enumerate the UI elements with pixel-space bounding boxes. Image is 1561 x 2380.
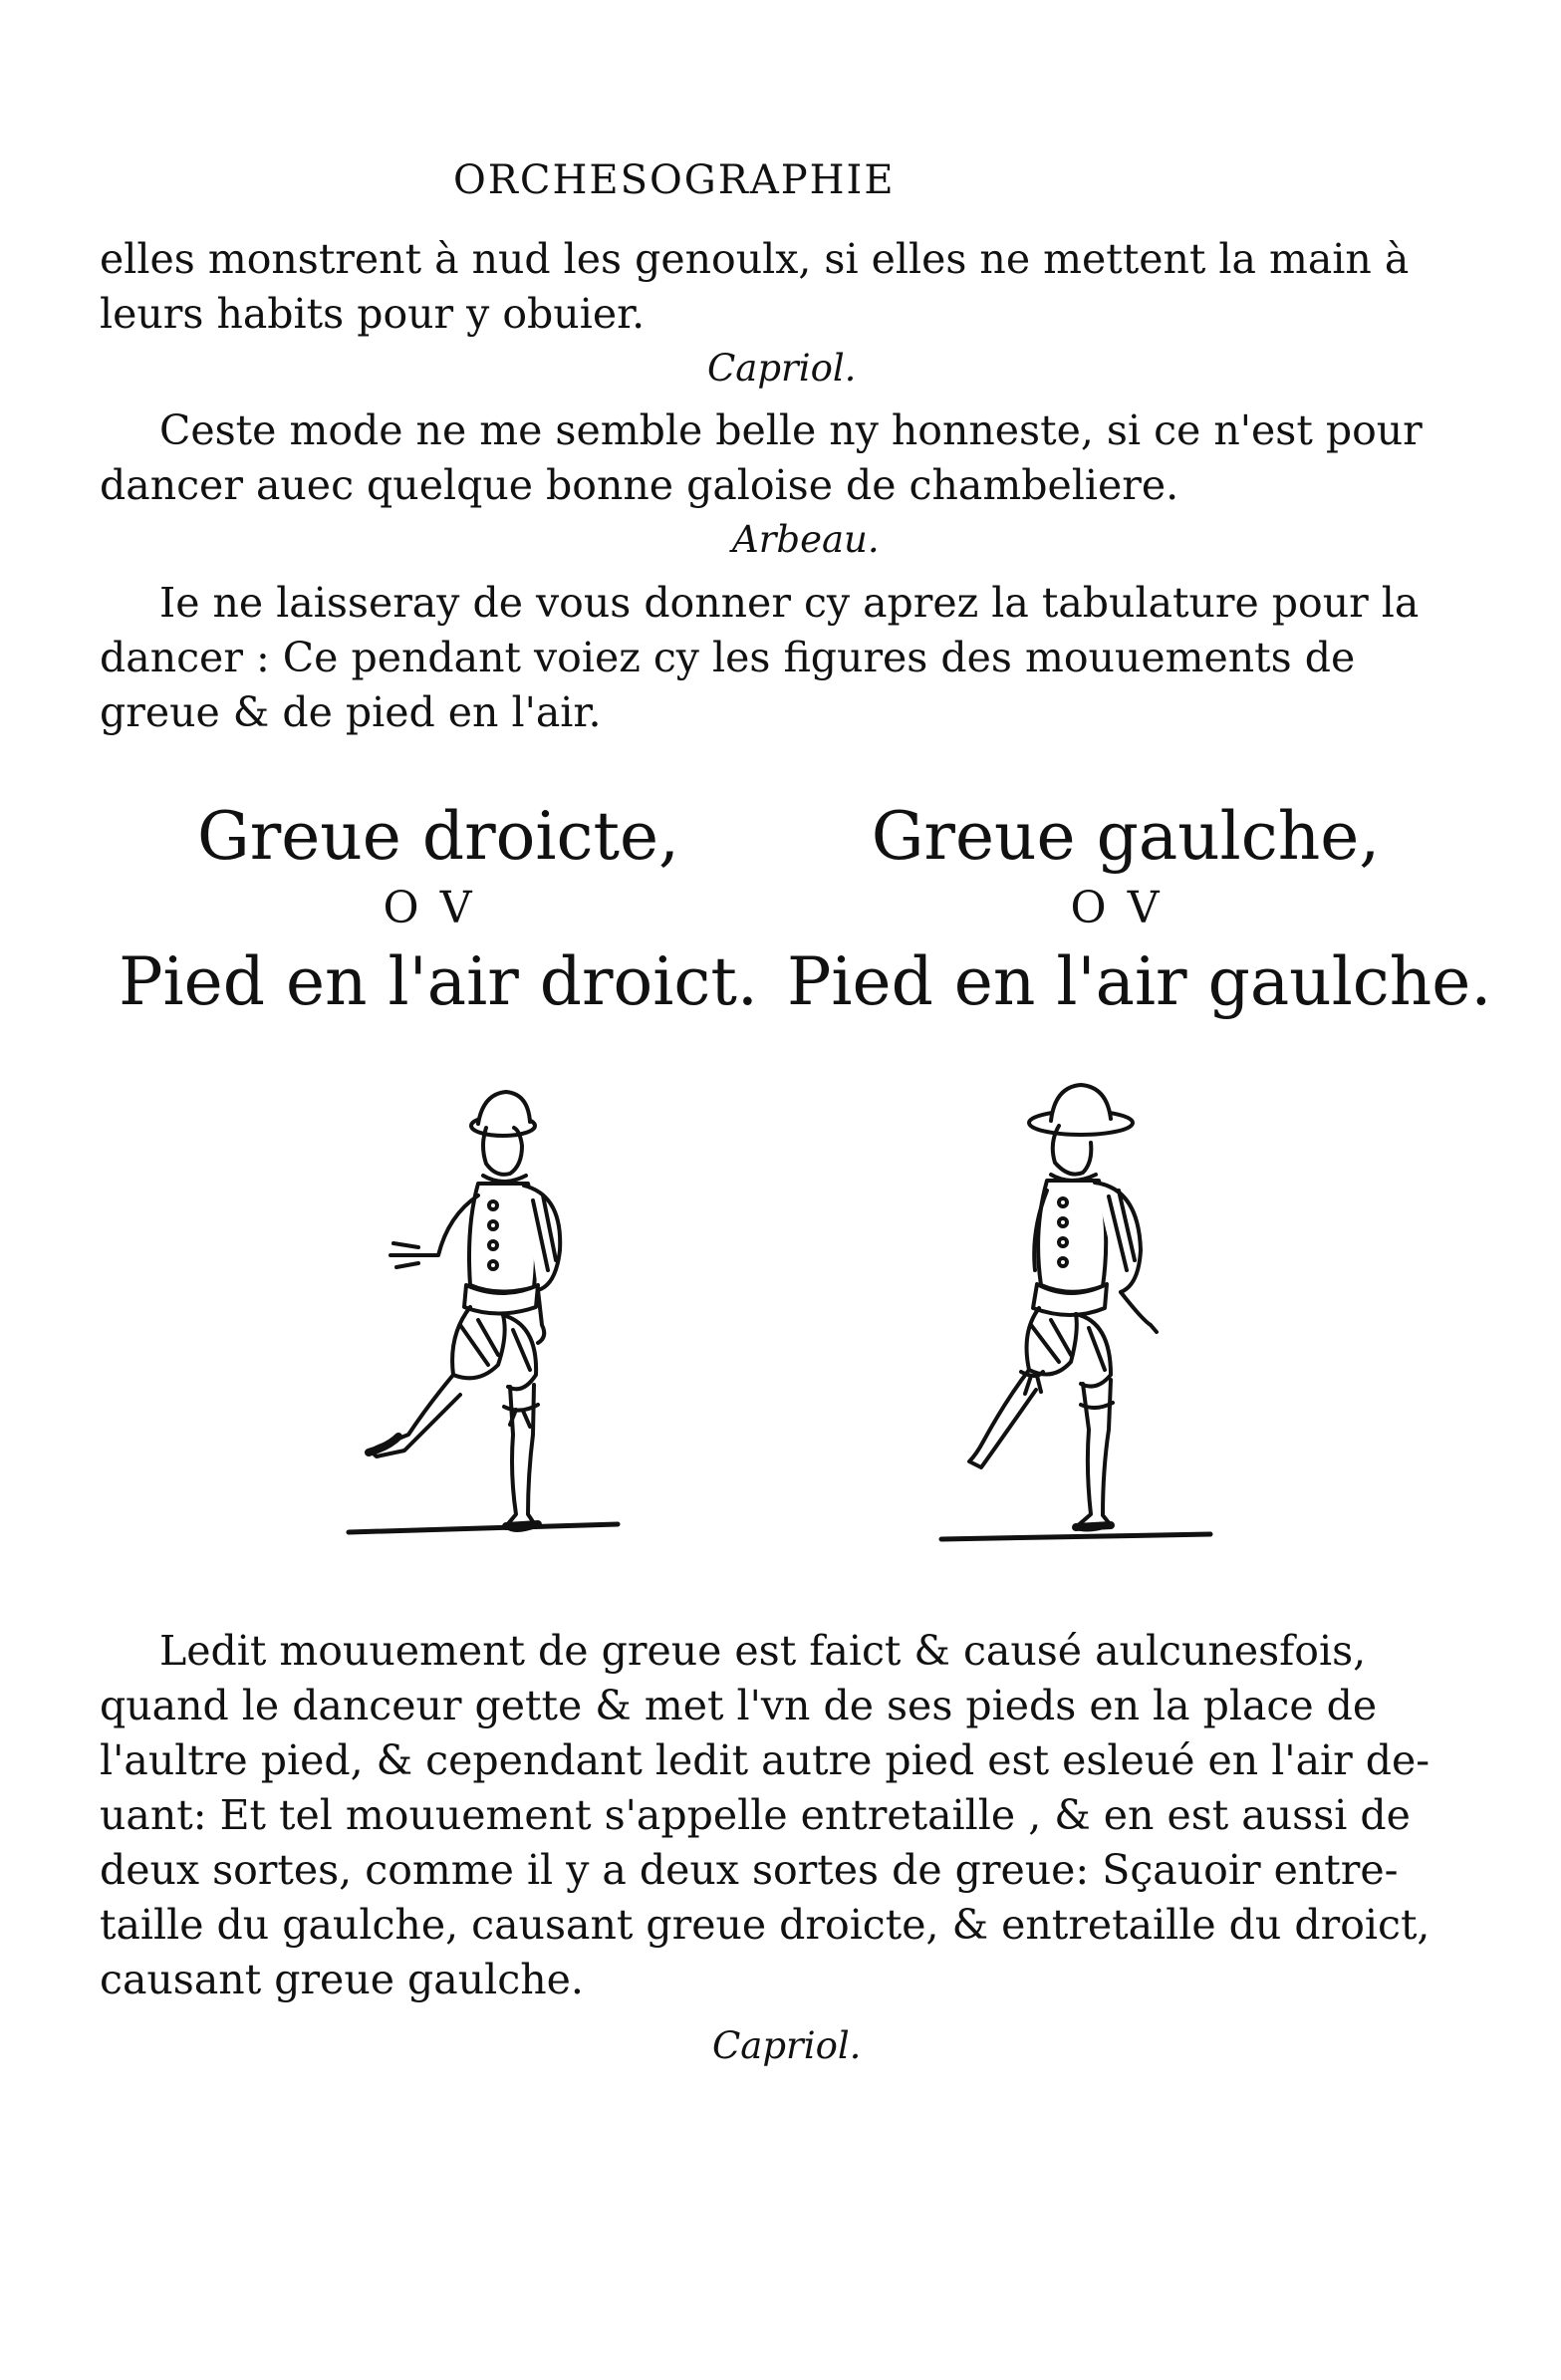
- caption-subtitle: Pied en l'air droict.: [119, 943, 758, 1020]
- speaker-capriol: Capriol.: [712, 2024, 862, 2067]
- paragraph-2: [100, 403, 1454, 513]
- running-head: ORCHESOGRAPHIE: [453, 157, 896, 203]
- text-line: leurs habits pour y obuier.: [100, 290, 646, 338]
- text-line: deux sortes, comme il y a deux sortes de greue: Sçauoir entre-: [100, 1846, 1399, 1894]
- caption-right: [787, 797, 1492, 1024]
- paragraph-4: [100, 1624, 1454, 2007]
- text-line: causant greue gaulche.: [100, 1956, 584, 2003]
- paragraph-3: [100, 576, 1454, 740]
- dancer-right-leg-raised-figure: [339, 1076, 638, 1554]
- speaker-capriol: Capriol.: [707, 347, 857, 390]
- speaker-arbeau: Arbeau.: [732, 518, 880, 561]
- text-line: dancer : Ce pendant voiez cy les figures des mouuements de: [100, 634, 1356, 681]
- text-line: Ie ne laisseray de vous donner cy aprez la tabulature pour la: [159, 579, 1420, 627]
- caption-title: Greue gaulche,: [871, 798, 1381, 875]
- caption-subtitle: Pied en l'air gaulche.: [787, 943, 1492, 1020]
- text-line: taille du gaulche, causant greue droicte, & entretaille du droict,: [100, 1901, 1431, 1949]
- paragraph-1: [100, 232, 1454, 342]
- text-line: l'aultre pied, & cependant ledit autre pied est esleué en l'air de-: [100, 1736, 1431, 1784]
- text-line: quand le danceur gette & met l'vn de ses pieds en la place de: [100, 1682, 1378, 1729]
- caption-or: OV: [383, 883, 494, 933]
- text-line: Ledit mouuement de greue est faict & causé aulcunesfois,: [159, 1627, 1367, 1675]
- text-line: uant: Et tel mouuement s'appelle entretaille , & en est aussi de: [100, 1791, 1411, 1839]
- text-line: Ceste mode ne me semble belle ny honneste, si ce n'est pour: [159, 406, 1423, 454]
- dancer-left-leg-raised-figure: [921, 1071, 1230, 1549]
- caption-left: [100, 797, 777, 1024]
- text-line: greue & de pied en l'air.: [100, 688, 602, 736]
- text-line: elles monstrent à nud les genoulx, si elles ne mettent la main à: [100, 235, 1410, 283]
- caption-title: Greue droicte,: [196, 798, 680, 875]
- caption-or: OV: [1070, 883, 1181, 933]
- text-line: dancer auec quelque bonne galoise de chambeliere.: [100, 461, 1179, 509]
